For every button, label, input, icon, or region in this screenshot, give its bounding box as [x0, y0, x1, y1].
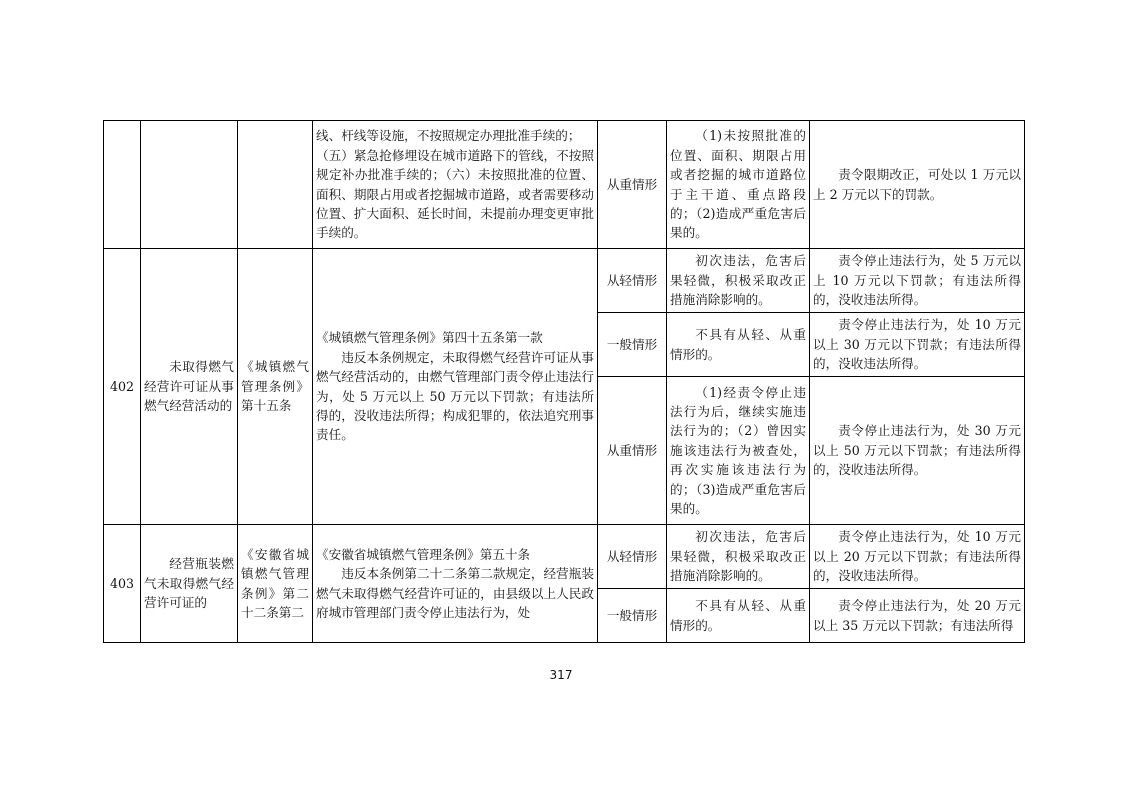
- page-number: 317: [549, 668, 573, 682]
- penalty-standard: 责令停止违法行为，处 30 万元以上 50 万元以下罚款；有违法所得的，没收违法所得。: [810, 377, 1025, 525]
- circumstance-category: 一般情形: [598, 313, 667, 377]
- violation-name-cell: [141, 121, 238, 249]
- violation-name: 经营瓶装燃气未取得燃气经营许可证的: [141, 525, 238, 643]
- basis-article: 《安徽省城镇燃气管理条例》第五十条: [316, 546, 531, 562]
- penalty-standard: 责令停止违法行为，处 10 万元以上 20 万元以下罚款；有违法所得的，没收违法所得。: [810, 525, 1025, 589]
- item-number: 403: [104, 525, 141, 643]
- item-number: 402: [104, 249, 141, 525]
- enforcement-table: [103, 120, 1025, 643]
- table-row: [104, 121, 1025, 249]
- item-number-cell: [104, 121, 141, 249]
- penalty-basis: [313, 249, 598, 525]
- legal-basis-cell: [238, 121, 313, 249]
- circumstance-category: 从重情形: [598, 377, 667, 525]
- circumstance-description: 初次违法，危害后果轻微，积极采取改正措施消除影响的。: [667, 249, 810, 313]
- basis-text: 违反本条例第二十二条第二款规定，经营瓶装燃气未取得燃气经营许可证的，由县级以上人民政府城市管理部门责令停止违法行为，处: [316, 566, 594, 620]
- penalty-standard: 责令停止违法行为，处 5 万元以上 10 万元以下罚款；有违法所得的，没收违法所得。: [810, 249, 1025, 313]
- basis-text: 违反本条例规定，未取得燃气经营许可证从事燃气经营活动的，由燃气管理部门责令停止违法行为，处 5 万元以上 50 万元以下罚款；有违法所得的，没收违法所得；构成犯罪的，依法追究刑事责任。: [316, 349, 594, 443]
- basis-text: （五）紧急抢修埋设在城市道路下的管线，不按照规定补办批准手续的；（六）未按照批准的位置、面积、期限占用或者挖掘城市道路，或者需要移动位置、扩大面积、延长时间，未提前办理变更审批手续的。: [316, 147, 594, 241]
- circumstance-description: 初次违法，危害后果轻微，积极采取改正措施消除影响的。: [667, 525, 810, 589]
- basis-article: 《城镇燃气管理条例》第四十五条第一款: [316, 330, 543, 346]
- circumstance-category: 一般情形: [598, 589, 667, 643]
- circumstance-description: 不具有从轻、从重情形的。: [667, 589, 810, 643]
- circumstance-description: （1)未按照批准的位置、面积、期限占用或者挖掘的城市道路位于主干道、重点路段的；（2)造成严重危害后果的。: [667, 121, 810, 249]
- circumstance-category: 从轻情形: [598, 249, 667, 313]
- penalty-basis: [313, 525, 598, 643]
- penalty-basis-cell: [313, 121, 598, 249]
- legal-basis: 《城镇燃气管理条例》第十五条: [238, 249, 313, 525]
- penalty-standard: 责令停止违法行为，处 20 万元以上 35 万元以下罚款；有违法所得: [810, 589, 1025, 643]
- circumstance-description: 不具有从轻、从重情形的。: [667, 313, 810, 377]
- circumstance-category: 从重情形: [598, 121, 667, 249]
- violation-name: 未取得燃气经营许可证从事燃气经营活动的: [141, 249, 238, 525]
- penalty-standard: 责令停止违法行为，处 10 万元以上 30 万元以下罚款；有违法所得的，没收违法所得。: [810, 313, 1025, 377]
- circumstance-category: 从轻情形: [598, 525, 667, 589]
- circumstance-description: （1)经责令停止违法行为后，继续实施违法行为的；（2）曾因实施该违法行为被查处，再次实施该违法行为的；（3)造成严重危害后果的。: [667, 377, 810, 525]
- legal-basis: 《安徽省城镇燃气管理条例》第二十二条第二: [238, 525, 313, 643]
- basis-text: 线、杆线等设施，不按照规定办理批准手续的；: [316, 128, 581, 144]
- table-row: [104, 249, 1025, 313]
- penalty-standard: 责令限期改正，可处以 1 万元以上 2 万元以下的罚款。: [810, 121, 1025, 249]
- table-row: [104, 525, 1025, 589]
